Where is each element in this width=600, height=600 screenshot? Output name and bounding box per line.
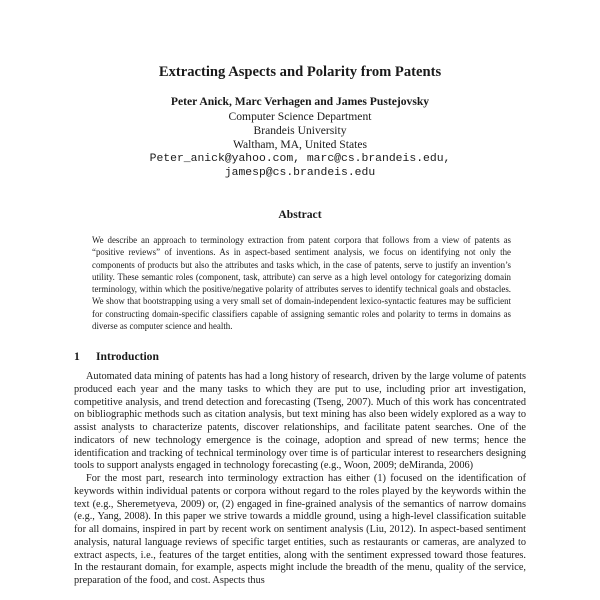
paper-title: Extracting Aspects and Polarity from Patents (158, 64, 442, 80)
email-line-1: Peter_anick@yahoo.com, marc@cs.brandeis.edu, (149, 153, 451, 165)
email-line-2: jamesp@cs.brandeis.edu (224, 167, 376, 179)
intro-paragraph-2: For the most part, research into terminology extraction has either (1) focused on the identification of keywords within individual patents or corpora without regard to the roles played by the keywords within the text (e.g., Sheremetyeva, 2009) or, (2) engaged in fine-grained analysis of the semantics of narrow domains (e.g., Yang, 2008). In this paper we strive towards a middle ground, using a high-level classification suitable for all domains, inspired in part by recent work on sentiment analysis (Liu, 2012). In aspect-based sentiment analysis, natural language reviews of specific target entities, such as restaurants or cameras, are analyzed to extract aspects, i.e., features of the target entities, along with the sentiment expressed toward those features. In the restaurant domain, for example, aspects might include the breadth of the menu, quality of the service, preparation of the food, and cost. Aspects thus (74, 473, 526, 586)
section-heading (74, 350, 159, 363)
intro-paragraph-1: Automated data mining of patents has had a long history of research, driven by the large volume of patents produced each year and the many tasks to which they are put to use, including prior art investigation, competitive analysis, and trend detection and forecasting (Tseng, 2007). Much of this work has concentrated on bibliographic methods such as citation analysis, but text mining has also been widely explored as a way to assist analysts to characterize patents, discover relationships, and facilitate patent searches. One of the indicators of new technology emergence is the coinage, adoption and spread of new terms; hence the identification and tracking of technical terminology over time is of particular interest to researchers designing tools to support analysts engaged in technology forecasting (e.g., Woon, 2009; deMiranda, 2006) (74, 371, 526, 472)
section-title: Introduction (96, 350, 159, 363)
affiliation-university: Brandeis University (253, 124, 347, 137)
affiliation-location: Waltham, MA, United States (233, 138, 367, 151)
affiliation-department: Computer Science Department (228, 110, 372, 123)
section-number: 1 (74, 350, 80, 363)
author-list: Peter Anick, Marc Verhagen and James Pustejovsky (170, 95, 430, 108)
abstract-heading: Abstract (278, 208, 322, 221)
abstract-text: We describe an approach to terminology extraction from patent corpora that follows from a view of patents as “positive reviews” of inventions. As in aspect-based sentiment analysis, we focus on identifying not only the components of products but also the attributes and tasks which, in the case of patents, serve to justify an invention’s utility. These semantic roles (component, task, attribute) can serve as a high level ontology for categorizing domain terminology, within which the positive/negative polarity of attributes serves to identify technical goals and obstacles. We show that bootstrapping using a very small set of domain-independent lexico-syntactic features may be sufficient for constructing domain-specific classifiers capable of assigning semantic roles and polarity to terms in domains as diverse as computer science and health. (92, 235, 511, 331)
introduction-body (74, 371, 526, 588)
